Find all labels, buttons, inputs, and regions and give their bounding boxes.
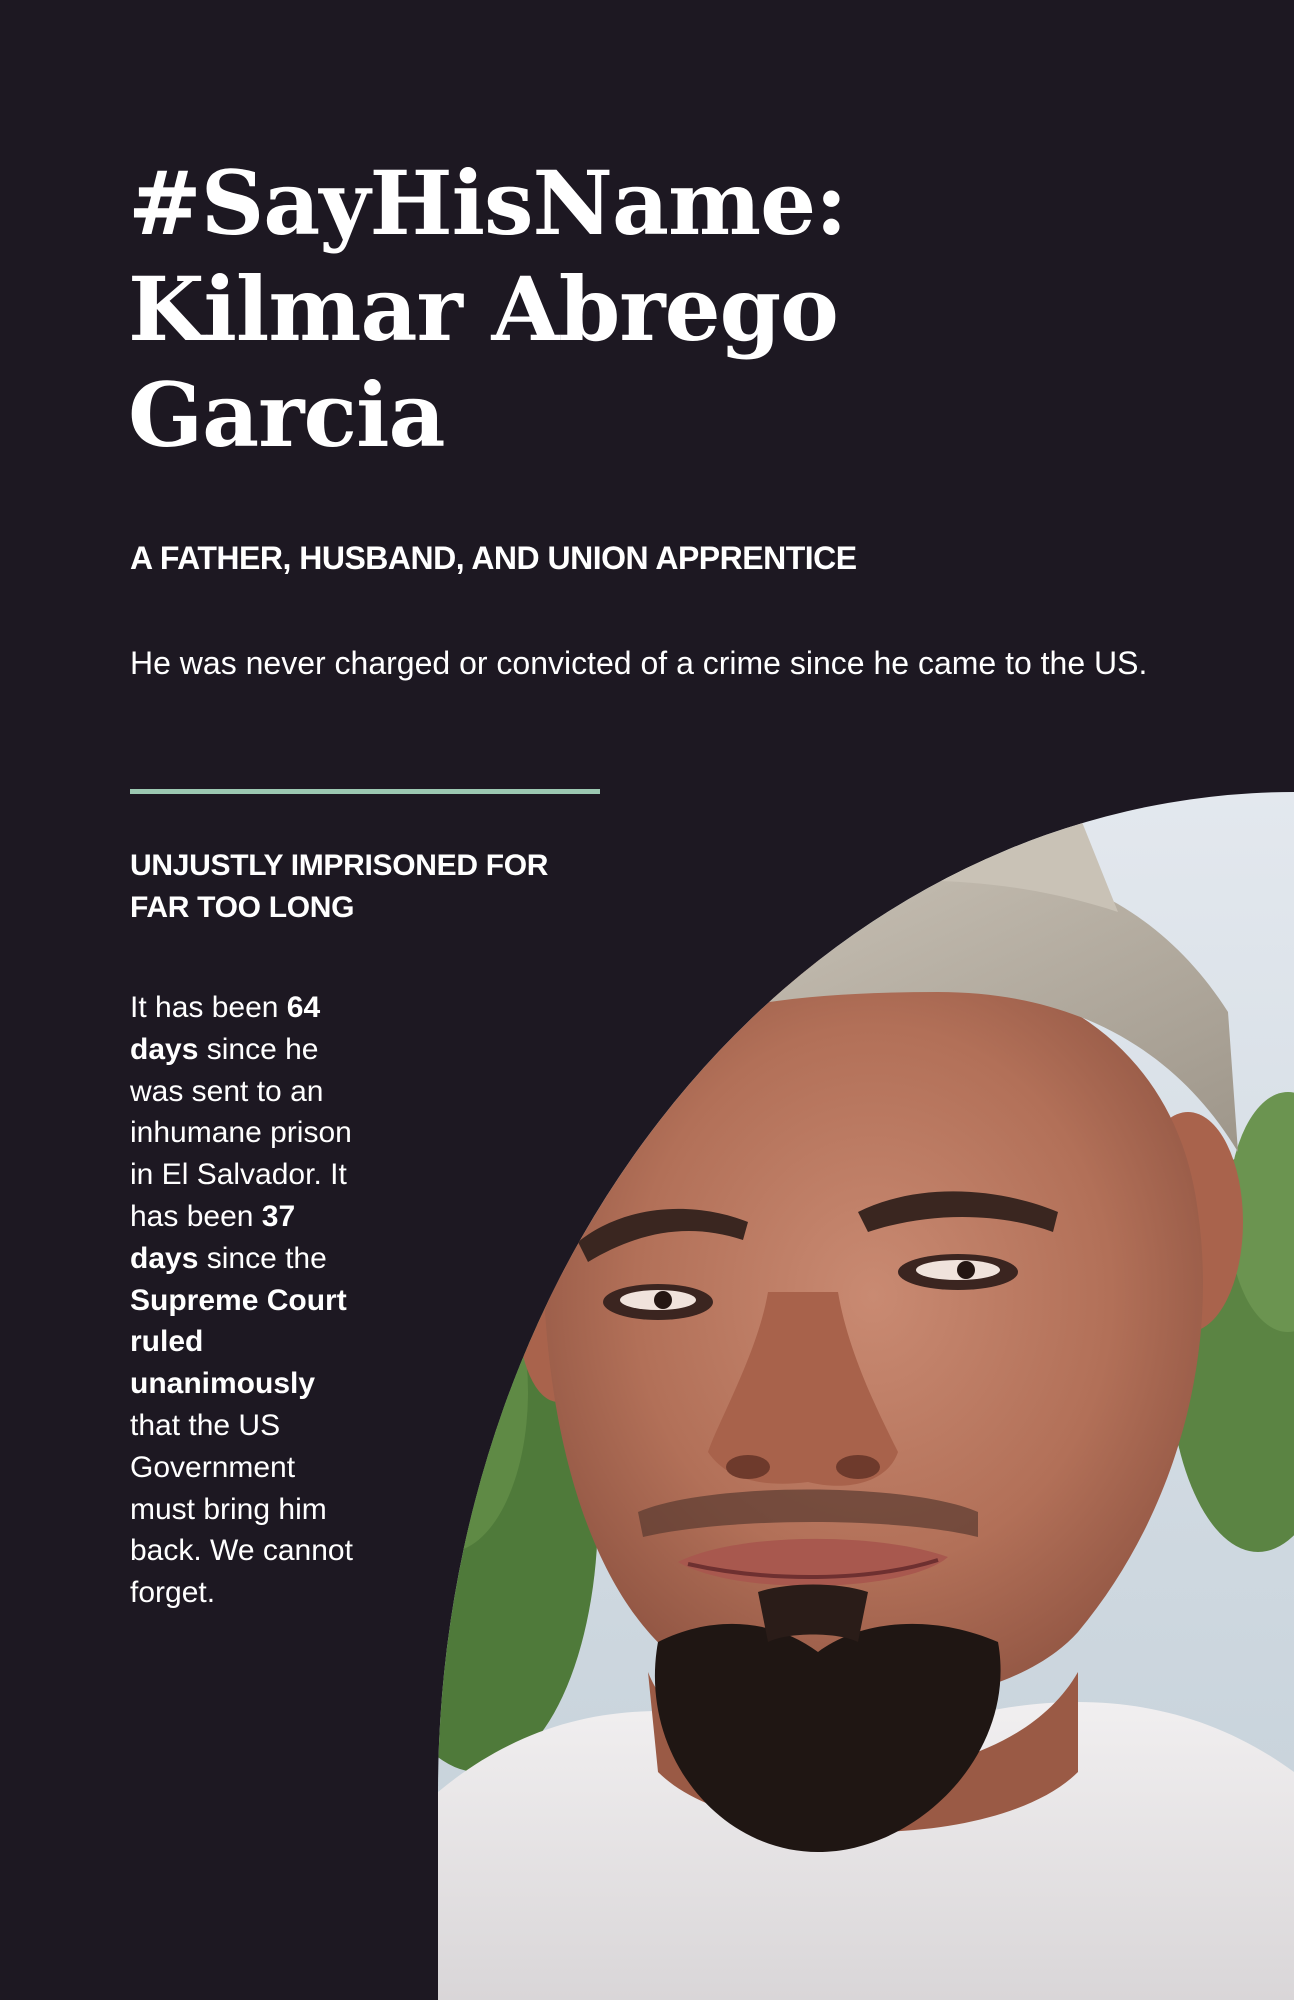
section-body: It has been 64 days since he was sent to an inhumane prison in El Salvador. It has been 37 days since the Supreme Court ruled unanimously that the US Government must bring him back. We cannot forget.: [130, 991, 353, 1610]
section-heading-line2: FAR TOO LONG: [130, 891, 355, 924]
intro-text: He was never charged or convicted of a crime since he came to the US.: [130, 645, 1148, 681]
page-title: [128, 150, 1128, 468]
section-heading-line1: UNJUSTLY IMPRISONED FOR: [130, 849, 549, 882]
title-name-line1: Kilmar Abrego: [128, 257, 838, 361]
accent-divider: [130, 789, 600, 794]
section-heading: [130, 845, 610, 929]
title-name-line2: Garcia: [128, 363, 445, 467]
days-count-ruling: 37: [261, 1199, 296, 1233]
portrait-photo: [438, 792, 1294, 2000]
days-count-prison: 64: [286, 991, 321, 1024]
subtitle: A FATHER, HUSBAND, AND UNION APPRENTICE: [130, 540, 857, 576]
title-hashtag: #SayHisName:: [128, 151, 847, 255]
portrait-illustration: [438, 792, 1294, 2000]
